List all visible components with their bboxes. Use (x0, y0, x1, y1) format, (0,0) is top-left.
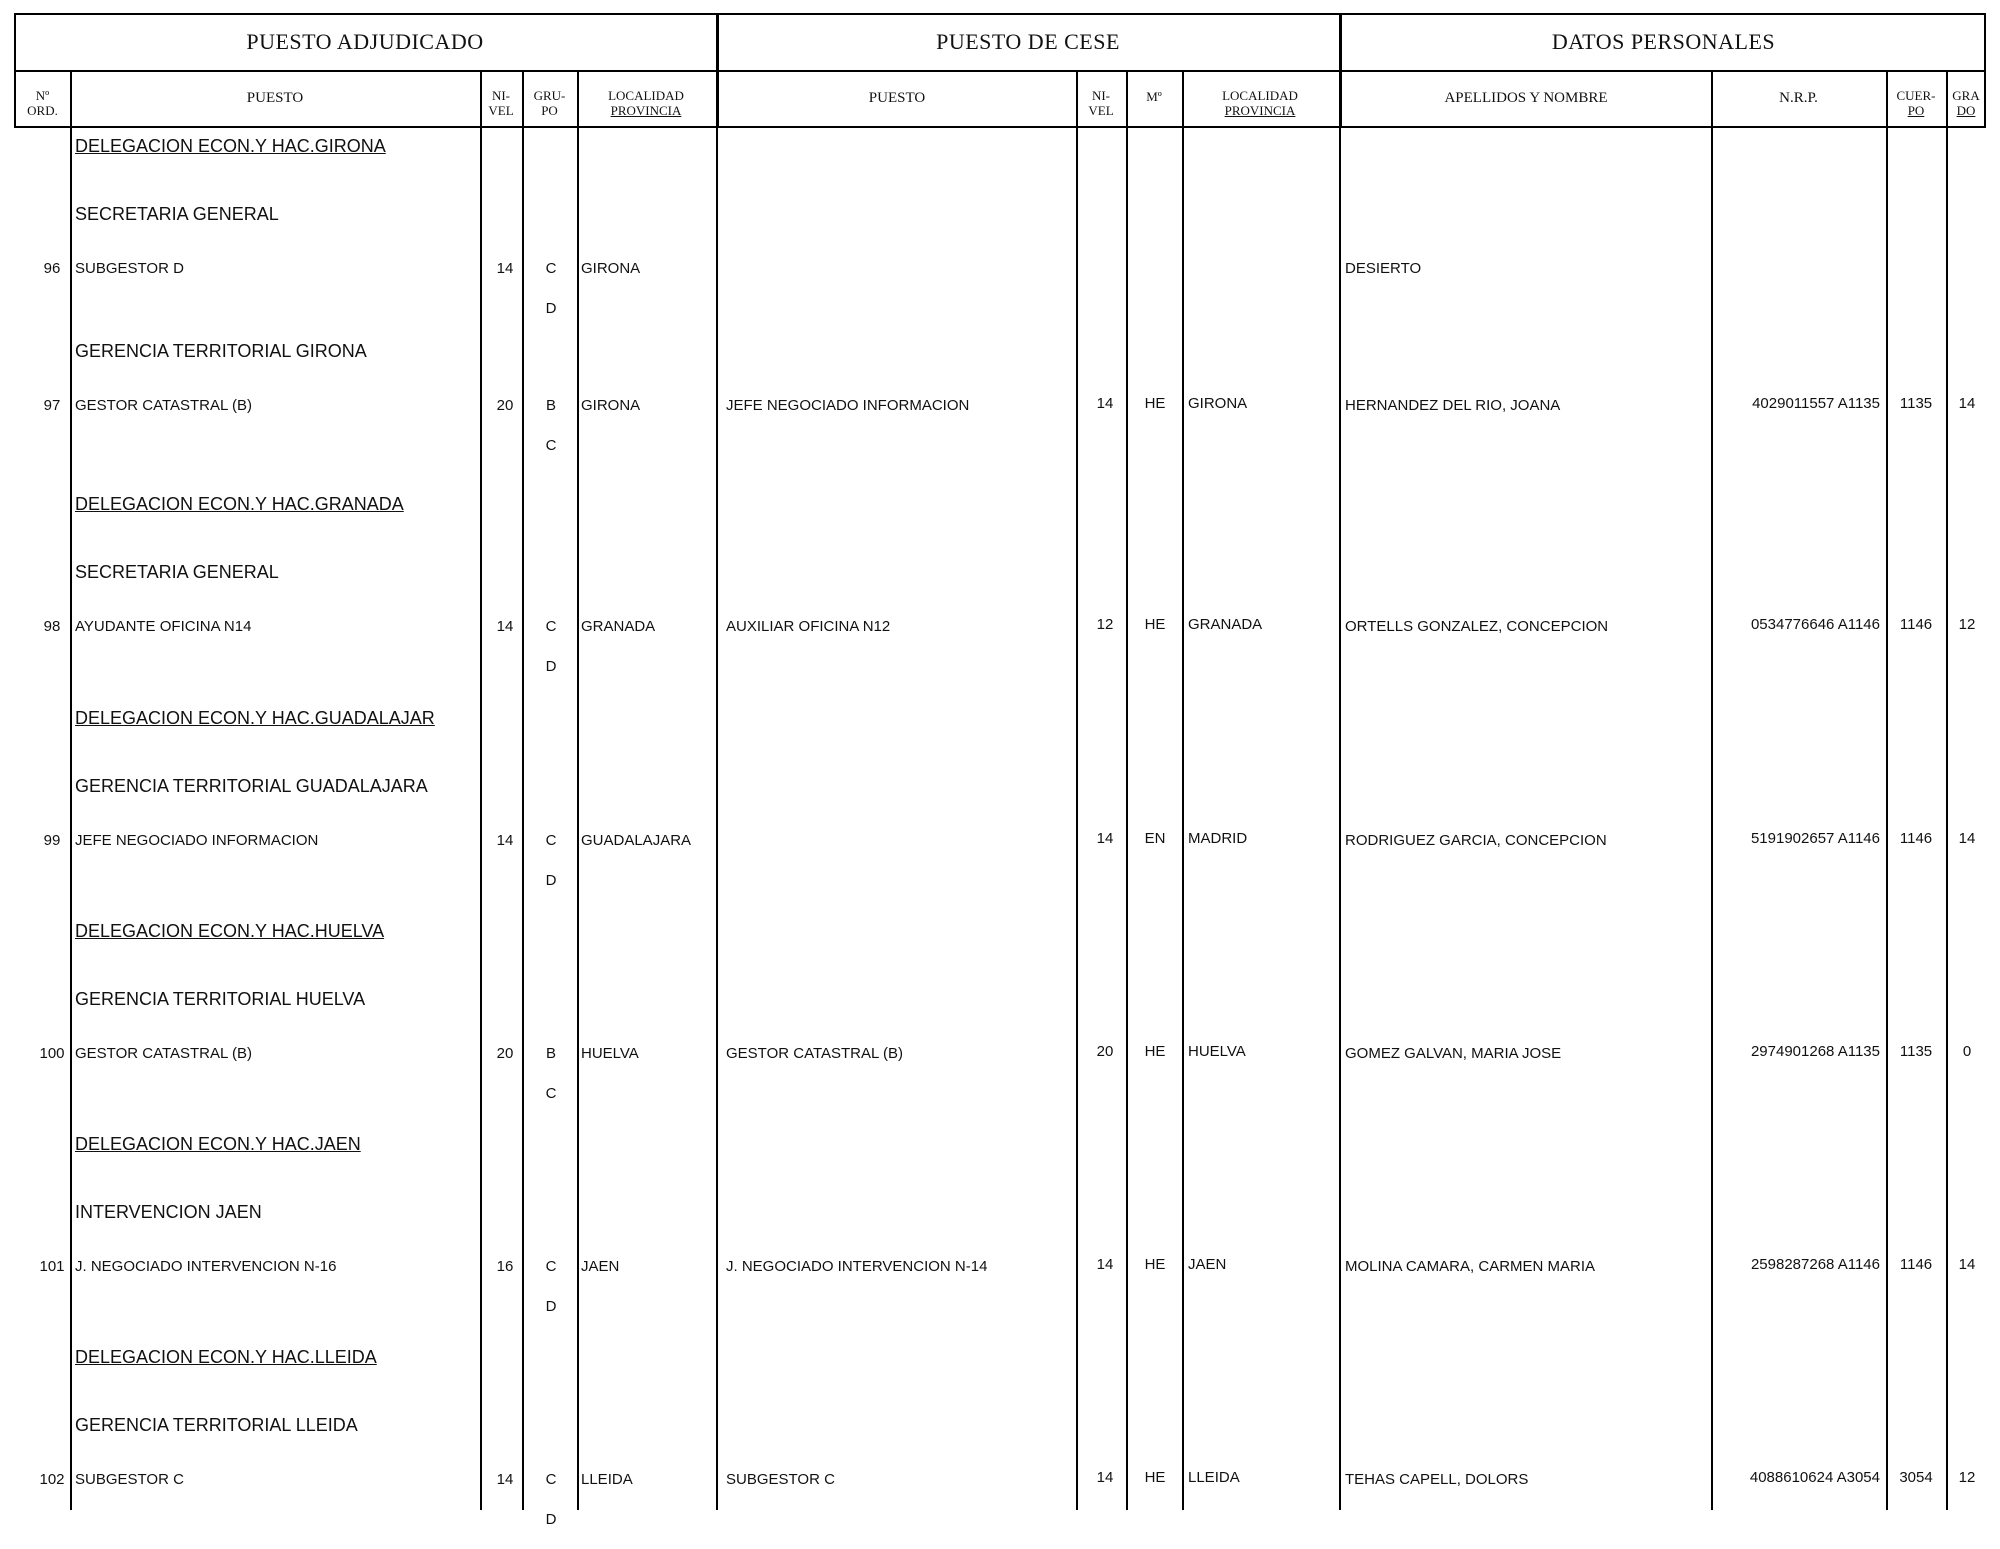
colhead-num-orden-line2: ORD. (27, 103, 58, 118)
colhead-puesto: PUESTO (246, 89, 304, 106)
entry-localidad: GIRONA (581, 397, 641, 414)
unidad-heading: SECRETARIA GENERAL (75, 562, 279, 582)
entry-cese-nivel: 14 (1096, 1469, 1114, 1486)
column-divider-5 (716, 72, 718, 1510)
rule-header-bottom (14, 126, 1986, 128)
column-divider-11 (1886, 72, 1888, 1510)
entry-nombre: ORTELLS GONZALEZ, CONCEPCION (1345, 618, 1609, 635)
colhead-nrp: N.R.P. (1779, 89, 1818, 106)
delegacion-heading: DELEGACION ECON.Y HAC.LLEIDA (75, 1347, 377, 1367)
entry-ministerio: HE (1144, 616, 1166, 633)
colhead-cese-nivel (1076, 78, 1126, 128)
entry-grado: 14 (1958, 395, 1976, 412)
entry-ministerio: HE (1144, 395, 1166, 412)
entry-localidad: GRANADA (581, 618, 656, 635)
entry-grupo-1: C (545, 1471, 557, 1488)
entry-nombre: TEHAS CAPELL, DOLORS (1345, 1471, 1529, 1488)
colhead-num-orden (15, 78, 70, 128)
entry-nombre: RODRIGUEZ GARCIA, CONCEPCION (1345, 832, 1607, 849)
colhead-cese-localidad-line1: LOCALIDAD (1222, 88, 1298, 103)
entry-localidad: GIRONA (581, 260, 641, 277)
column-divider-6 (1076, 72, 1078, 1510)
colhead-cuerpo (1886, 78, 1946, 128)
entry-localidad: GUADALAJARA (581, 832, 692, 849)
rule-right (1984, 13, 1986, 128)
entry-grado: 0 (1962, 1043, 1972, 1060)
entry-nivel: 14 (496, 832, 514, 849)
entry-grupo-2: C (545, 437, 557, 454)
delegacion-heading: DELEGACION ECON.Y HAC.GIRONA (75, 136, 386, 156)
delegacion-heading: DELEGACION ECON.Y HAC.HUELVA (75, 921, 385, 941)
entry-nrp: 2598287268 A1146 (1750, 1256, 1880, 1273)
entry-cese-nivel: 20 (1096, 1043, 1114, 1060)
colhead-provincia-line2: PROVINCIA (610, 103, 682, 118)
colhead-cese-nivel-line1: NI- (1091, 88, 1111, 103)
entry-grado: 12 (1958, 1469, 1976, 1486)
entry-grado: 14 (1958, 830, 1976, 847)
entry-nrp: 5191902657 A1146 (1750, 830, 1880, 847)
entry-nivel: 20 (496, 397, 514, 414)
entry-grupo-1: C (545, 618, 557, 635)
rule-left (14, 13, 16, 128)
entry-cuerpo: 1146 (1899, 616, 1933, 633)
entry-ministerio: EN (1144, 830, 1166, 847)
entry-grupo-2: D (545, 1298, 557, 1315)
colhead-grado-line1: GRA (1952, 88, 1980, 103)
entry-num: 102 (39, 1471, 65, 1488)
column-divider-8 (1182, 72, 1184, 1510)
colhead-cese-nivel-line2: VEL (1088, 103, 1114, 118)
column-divider-4 (577, 72, 579, 1510)
unidad-heading: GERENCIA TERRITORIAL GIRONA (75, 341, 367, 361)
rule-group-bottom (14, 70, 1986, 72)
colhead-cese-provincia-line2: PROVINCIA (1224, 103, 1296, 118)
entry-localidad: LLEIDA (581, 1471, 633, 1488)
colhead-num-orden-line1: Nº (35, 88, 50, 103)
column-divider-1 (70, 72, 72, 1510)
entry-num: 97 (43, 397, 61, 414)
entry-localidad: HUELVA (581, 1045, 639, 1062)
entry-localidad: JAEN (581, 1258, 620, 1275)
entry-nivel: 20 (496, 1045, 514, 1062)
entry-nivel: 14 (496, 618, 514, 635)
entry-nombre: MOLINA CAMARA, CARMEN MARIA (1345, 1258, 1596, 1275)
entry-num: 101 (39, 1258, 65, 1275)
column-divider-3 (522, 72, 524, 1510)
rule-top (14, 13, 1986, 15)
entry-cese-localidad: GIRONA (1188, 395, 1248, 412)
unidad-heading: SECRETARIA GENERAL (75, 204, 279, 224)
entry-grupo-2: D (545, 1511, 557, 1528)
colhead-ministerio: Mº (1146, 88, 1162, 104)
colhead-nivel (480, 78, 522, 128)
colhead-localidad-line1: LOCALIDAD (608, 88, 684, 103)
column-divider-9 (1339, 72, 1341, 1510)
entry-cese-puesto: GESTOR CATASTRAL (B) (726, 1045, 903, 1062)
entry-cese-localidad: HUELVA (1188, 1043, 1246, 1060)
entry-nrp: 2974901268 A1135 (1750, 1043, 1880, 1060)
unidad-heading: GERENCIA TERRITORIAL GUADALAJARA (75, 776, 428, 796)
entry-grupo-1: C (545, 832, 557, 849)
entry-grupo-1: B (545, 397, 557, 414)
column-divider-2 (480, 72, 482, 1510)
entry-nombre: DESIERTO (1345, 260, 1422, 277)
column-divider-10 (1711, 72, 1713, 1510)
entry-cese-nivel: 14 (1096, 395, 1114, 412)
entry-cese-localidad: GRANADA (1188, 616, 1263, 633)
entry-cese-nivel: 14 (1096, 1256, 1114, 1273)
entry-grupo-2: D (545, 300, 557, 317)
colhead-cuerpo-line1: CUER- (1896, 88, 1936, 103)
entry-cese-localidad: MADRID (1188, 830, 1248, 847)
entry-ministerio: HE (1144, 1043, 1166, 1060)
entry-grupo-2: D (545, 872, 557, 889)
entry-grupo-1: C (545, 1258, 557, 1275)
entry-cese-puesto: SUBGESTOR C (726, 1471, 835, 1488)
entry-cuerpo: 1135 (1899, 1043, 1933, 1060)
colhead-cuerpo-line2: PO (1907, 103, 1925, 118)
colhead-localidad-provincia (577, 78, 715, 128)
colhead-cese-localidad-provincia (1182, 78, 1338, 128)
entry-cese-puesto: J. NEGOCIADO INTERVENCION N-14 (726, 1258, 988, 1275)
delegacion-heading: DELEGACION ECON.Y HAC.GUADALAJAR (75, 708, 435, 728)
unidad-heading: INTERVENCION JAEN (75, 1202, 262, 1222)
entry-nrp: 4088610624 A3054 (1749, 1469, 1880, 1486)
entry-nombre: HERNANDEZ DEL RIO, JOANA (1345, 397, 1561, 414)
entry-nombre: GOMEZ GALVAN, MARIA JOSE (1345, 1045, 1562, 1062)
entry-grupo-2: C (545, 1085, 557, 1102)
entry-puesto: JEFE NEGOCIADO INFORMACION (75, 832, 319, 849)
entry-num: 96 (43, 260, 61, 277)
entry-puesto: SUBGESTOR C (75, 1471, 184, 1488)
entry-cese-localidad: LLEIDA (1188, 1469, 1240, 1486)
unidad-heading: GERENCIA TERRITORIAL LLEIDA (75, 1415, 358, 1435)
entry-num: 98 (43, 618, 61, 635)
colhead-grupo-line1: GRU- (533, 88, 566, 103)
header-group-datos-personales: DATOS PERSONALES (1551, 29, 1776, 54)
entry-cese-nivel: 14 (1096, 830, 1114, 847)
colhead-grado-line2: DO (1956, 103, 1976, 118)
column-divider-12 (1946, 72, 1948, 1510)
entry-puesto: J. NEGOCIADO INTERVENCION N-16 (75, 1258, 337, 1275)
entry-grupo-1: C (545, 260, 557, 277)
entry-nivel: 14 (496, 1471, 514, 1488)
colhead-cese-puesto: PUESTO (868, 89, 926, 106)
entry-ministerio: HE (1144, 1469, 1166, 1486)
entry-nivel: 16 (496, 1258, 514, 1275)
colhead-grupo (522, 78, 577, 128)
colhead-grupo-line2: PO (541, 103, 558, 118)
column-divider-7 (1126, 72, 1128, 1510)
entry-nrp: 4029011557 A1135 (1752, 395, 1880, 412)
entry-cese-puesto: AUXILIAR OFICINA N12 (726, 618, 891, 635)
entry-cuerpo: 3054 (1899, 1469, 1933, 1486)
entry-grupo-2: D (545, 658, 557, 675)
unidad-heading: GERENCIA TERRITORIAL HUELVA (75, 989, 366, 1009)
header-group-puesto-adjudicado: PUESTO ADJUDICADO (246, 29, 484, 54)
colhead-nivel-line1: NI- (491, 88, 511, 103)
colhead-apellidos-nombre: APELLIDOS Y NOMBRE (1444, 89, 1608, 106)
entry-puesto: GESTOR CATASTRAL (B) (75, 1045, 252, 1062)
entry-nrp: 0534776646 A1146 (1750, 616, 1880, 633)
entry-grado: 12 (1958, 616, 1976, 633)
entry-ministerio: HE (1144, 1256, 1166, 1273)
entry-cuerpo: 1146 (1899, 830, 1933, 847)
entry-nivel: 14 (496, 260, 514, 277)
delegacion-heading: DELEGACION ECON.Y HAC.JAEN (75, 1134, 361, 1154)
entry-num: 100 (39, 1045, 65, 1062)
colhead-nivel-line2: VEL (488, 103, 514, 118)
entry-cese-localidad: JAEN (1188, 1256, 1227, 1273)
entry-grado: 14 (1958, 1256, 1976, 1273)
entry-grupo-1: B (545, 1045, 557, 1062)
entry-puesto: SUBGESTOR D (75, 260, 184, 277)
entry-num: 99 (43, 832, 61, 849)
entry-puesto: GESTOR CATASTRAL (B) (75, 397, 252, 414)
entry-cese-nivel: 12 (1096, 616, 1114, 633)
entry-puesto: AYUDANTE OFICINA N14 (75, 618, 252, 635)
entry-cese-puesto: JEFE NEGOCIADO INFORMACION (726, 397, 970, 414)
delegacion-heading: DELEGACION ECON.Y HAC.GRANADA (75, 494, 404, 514)
entry-cuerpo: 1135 (1899, 395, 1933, 412)
header-group-puesto-de-cese: PUESTO DE CESE (936, 29, 1120, 54)
entry-cuerpo: 1146 (1899, 1256, 1933, 1273)
colhead-grado (1946, 78, 1986, 128)
